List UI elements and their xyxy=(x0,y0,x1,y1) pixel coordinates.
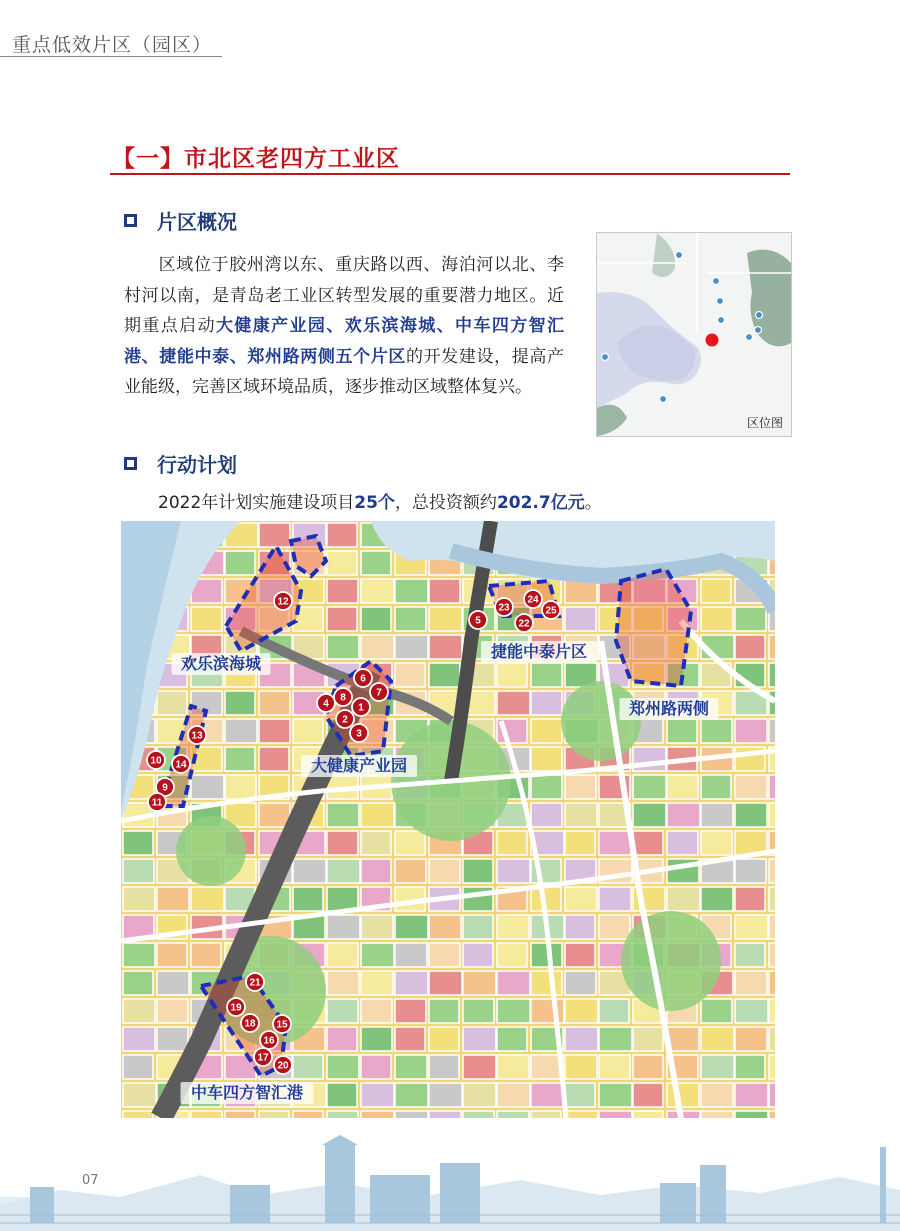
svg-text:8: 8 xyxy=(340,692,346,704)
header-divider xyxy=(0,56,222,57)
map-marker-24 xyxy=(524,590,542,608)
square-bullet-icon xyxy=(124,214,137,227)
zone-label-huanle xyxy=(172,653,271,675)
map-marker-13 xyxy=(188,726,206,744)
map-marker-19 xyxy=(227,998,245,1016)
svg-text:9: 9 xyxy=(162,782,168,794)
section-divider xyxy=(110,173,790,175)
svg-text:郑州路两侧: 郑州路两侧 xyxy=(628,699,710,718)
section-title: 【一】市北区老四方工业区 xyxy=(112,146,400,172)
map-marker-16 xyxy=(260,1031,278,1049)
svg-text:15: 15 xyxy=(276,1019,288,1031)
map-marker-12 xyxy=(274,592,292,610)
location-map-caption: 区位图 xyxy=(746,416,783,430)
svg-text:11: 11 xyxy=(151,797,163,809)
svg-text:4: 4 xyxy=(323,698,329,710)
map-marker-23 xyxy=(495,598,513,616)
map-marker-6 xyxy=(354,669,372,687)
page-number: 07 xyxy=(82,1173,99,1188)
svg-text:17: 17 xyxy=(257,1052,269,1064)
map-marker-5 xyxy=(469,611,487,629)
svg-text:2: 2 xyxy=(342,714,348,726)
svg-text:13: 13 xyxy=(191,730,203,742)
investment-amount: 202.7亿元 xyxy=(496,493,585,513)
map-marker-18 xyxy=(241,1014,259,1032)
svg-text:19: 19 xyxy=(230,1002,242,1014)
svg-text:大健康产业园: 大健康产业园 xyxy=(310,756,408,775)
svg-text:25: 25 xyxy=(545,605,557,617)
action-heading-text: 行动计划 xyxy=(157,453,237,477)
location-map-graphic xyxy=(597,233,791,436)
map-marker-21 xyxy=(246,973,264,991)
action-heading xyxy=(124,449,237,478)
map-marker-22 xyxy=(515,614,533,632)
svg-text:18: 18 xyxy=(244,1018,256,1030)
svg-text:23: 23 xyxy=(498,602,510,614)
svg-text:16: 16 xyxy=(263,1035,275,1047)
svg-text:21: 21 xyxy=(249,977,261,989)
svg-text:1: 1 xyxy=(358,702,364,714)
map-marker-1 xyxy=(352,698,370,716)
zone-label-zhengzhou xyxy=(620,698,719,720)
svg-text:6: 6 xyxy=(360,673,366,685)
location-marker-icon xyxy=(706,334,719,347)
svg-text:14: 14 xyxy=(175,759,187,771)
map-marker-10 xyxy=(147,751,165,769)
action-text-c: 。 xyxy=(584,493,602,513)
svg-text:欢乐滨海城: 欢乐滨海城 xyxy=(180,654,262,673)
overview-heading-text: 片区概况 xyxy=(157,210,237,234)
map-marker-7 xyxy=(370,683,388,701)
svg-text:24: 24 xyxy=(527,594,539,606)
svg-text:7: 7 xyxy=(376,687,382,699)
svg-text:12: 12 xyxy=(277,596,289,608)
overview-highlight: 大健康产业园、欢乐滨海城、中车四方智汇港、捷能中泰、郑州路两侧五个片区 xyxy=(124,316,565,367)
svg-text:中车四方智汇港: 中车四方智汇港 xyxy=(190,1083,304,1102)
location-map xyxy=(596,232,792,437)
map-marker-14 xyxy=(172,755,190,773)
overview-paragraph xyxy=(124,250,564,403)
map-marker-2 xyxy=(336,710,354,728)
map-marker-3 xyxy=(350,724,368,742)
land-use-map-graphic xyxy=(121,521,775,1118)
map-marker-11 xyxy=(148,793,166,811)
svg-text:5: 5 xyxy=(475,615,481,627)
svg-text:3: 3 xyxy=(356,728,362,740)
overview-text-end: 的开发建设，提高产业能级，完善区域环境品质，逐步推动区域整体复兴。 xyxy=(124,346,564,397)
zone-label-jieneng xyxy=(481,641,597,663)
svg-text:10: 10 xyxy=(150,755,162,767)
map-marker-17 xyxy=(254,1048,272,1066)
land-use-map xyxy=(121,521,775,1118)
zone-label-dajiankang xyxy=(301,755,417,777)
zone-label-zhonghe xyxy=(181,1082,314,1104)
map-marker-20 xyxy=(274,1056,292,1074)
svg-text:22: 22 xyxy=(518,618,530,630)
action-summary xyxy=(158,488,602,513)
action-text-a: 2022年计划实施建设项目 xyxy=(158,493,355,513)
header-section-label: 重点低效片区（园区） xyxy=(12,34,213,56)
map-marker-15 xyxy=(273,1015,291,1033)
overview-heading xyxy=(124,206,237,235)
svg-text:捷能中泰片区: 捷能中泰片区 xyxy=(490,642,588,661)
map-marker-25 xyxy=(542,601,560,619)
svg-text:20: 20 xyxy=(277,1060,289,1072)
action-text-b: ，总投资额约 xyxy=(394,493,497,513)
footer-skyline-illustration xyxy=(0,1135,900,1231)
overview-text-start: 区域位于胶州湾以东、重庆路以西、海泊河以北、李村河以南，是青岛老工业区转型发展的重要潜力地区。近期重点启动 xyxy=(124,255,564,336)
project-count: 25个 xyxy=(354,493,395,513)
map-marker-4 xyxy=(317,694,335,712)
square-bullet-icon xyxy=(124,457,137,470)
map-marker-8 xyxy=(334,688,352,706)
